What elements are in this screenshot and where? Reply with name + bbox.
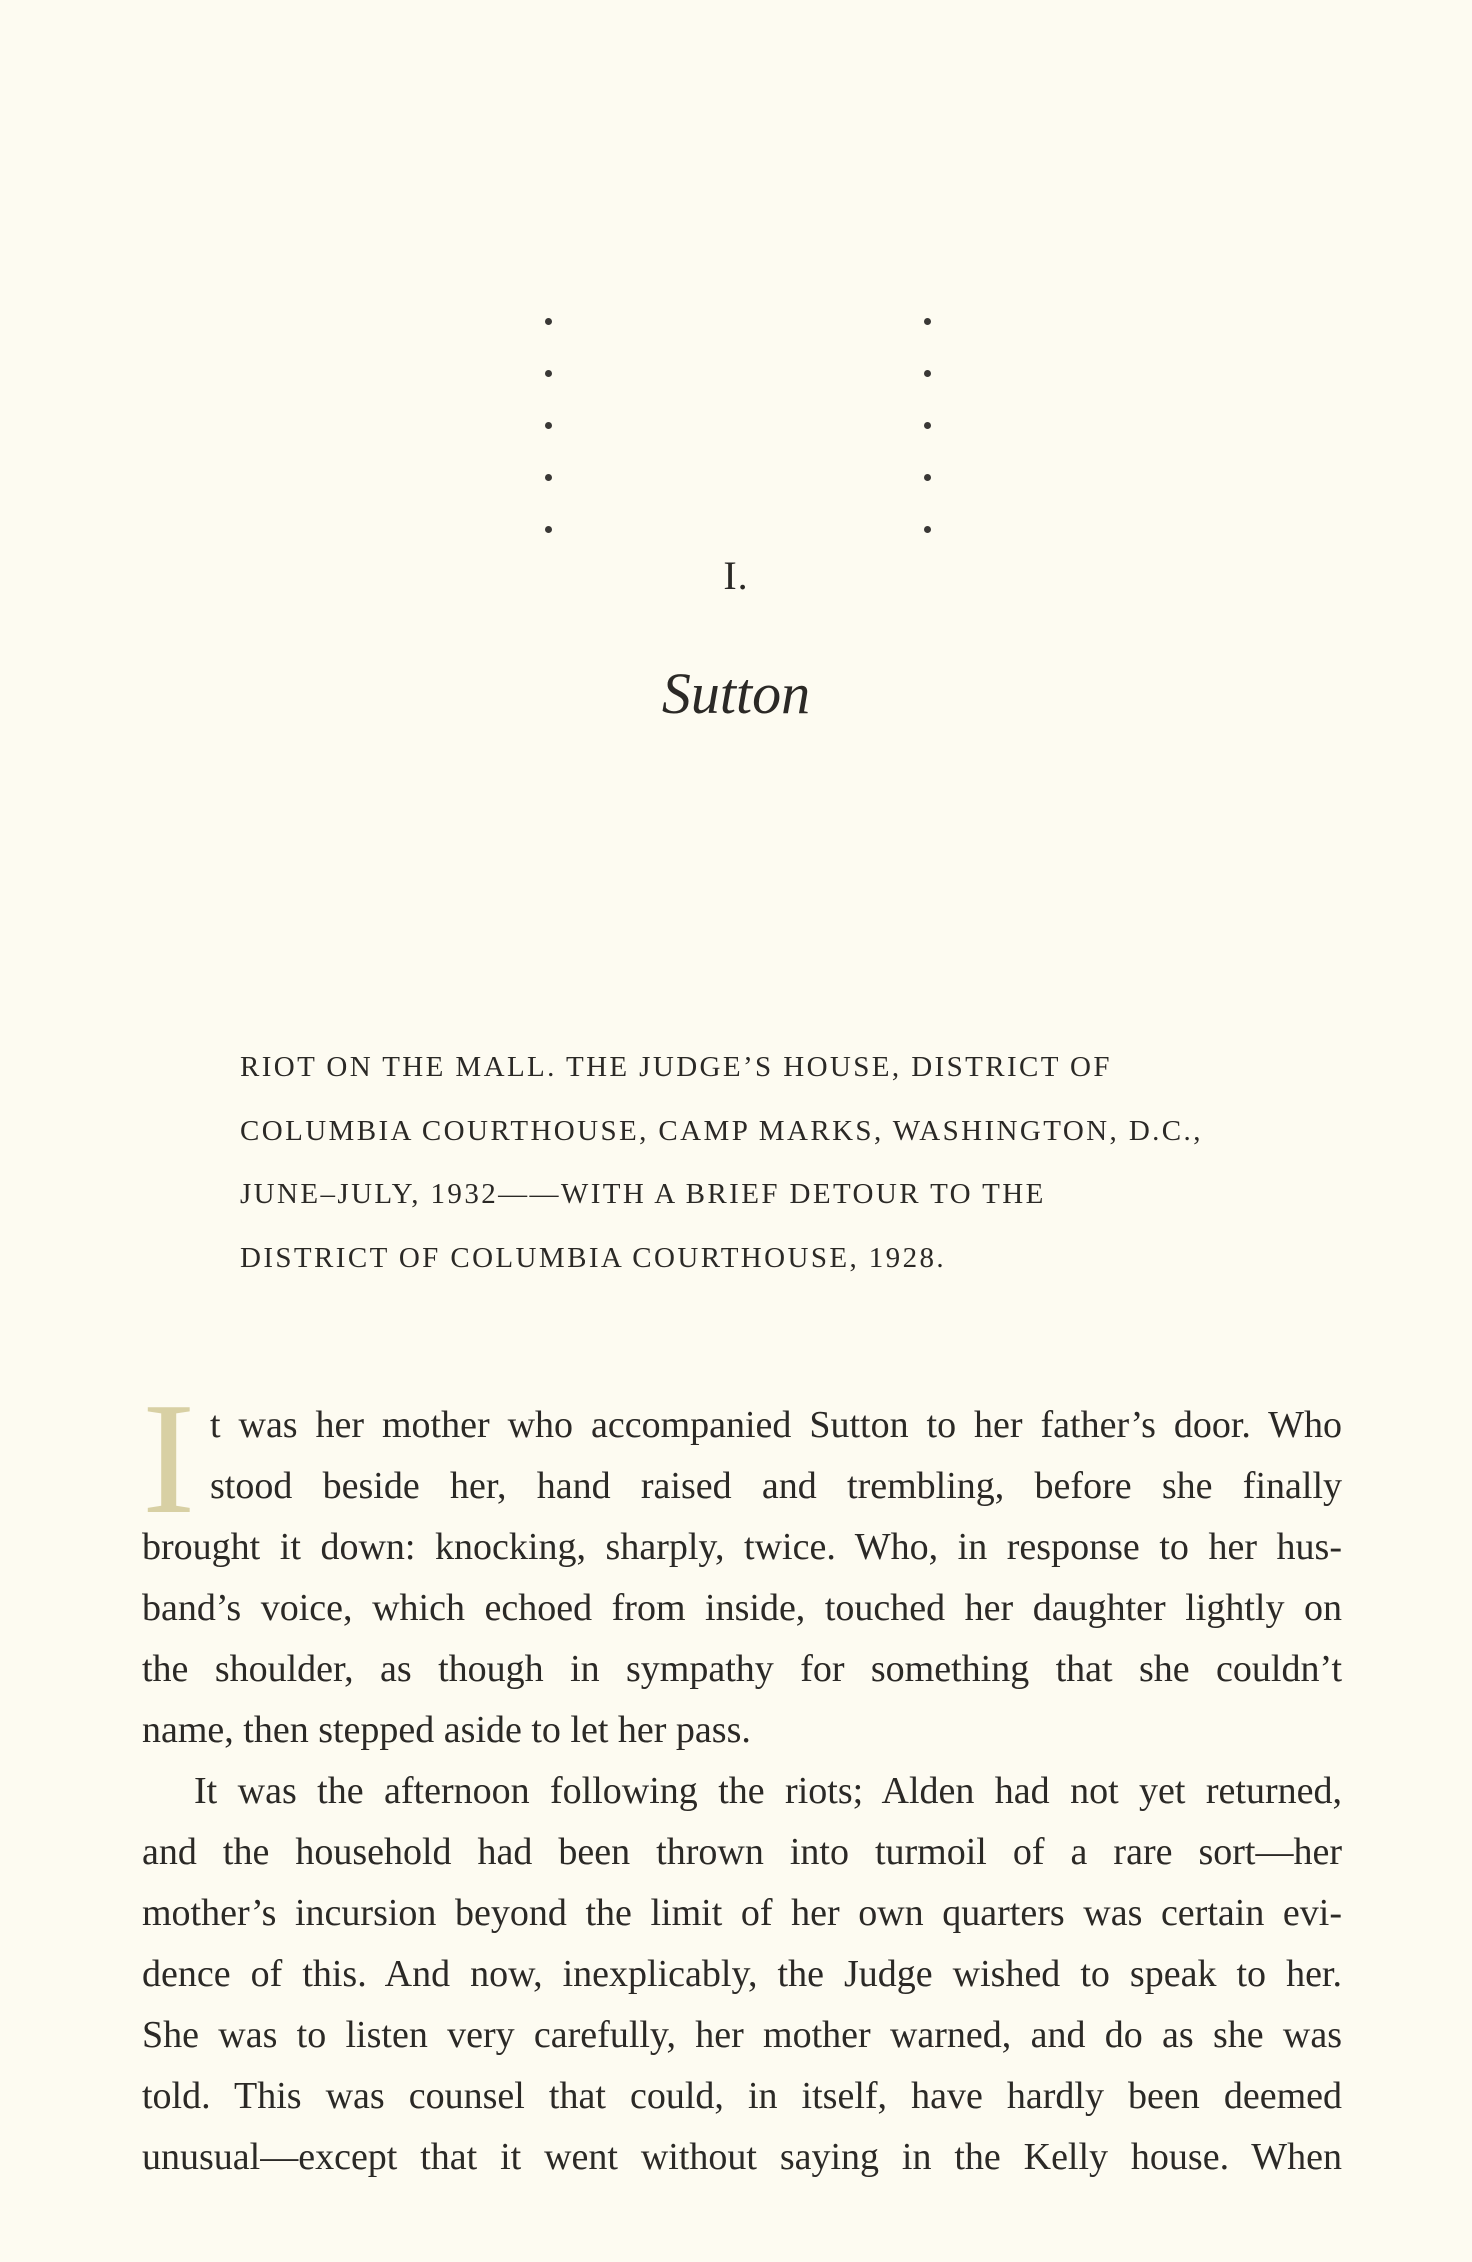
ornament-dots-left [545, 318, 555, 578]
text-line: the shoulder, as though in sympathy for something that she couldn’t [142, 1648, 1342, 1690]
text-line: brought it down: knocking, sharply, twice. Who, in response to her hus- [142, 1526, 1342, 1568]
body-text [142, 1395, 1342, 2188]
ornament-dot [924, 474, 931, 481]
text-line: dence of this. And now, inexplicably, the Judge wished to speak to her. [142, 1953, 1342, 1995]
summary-line: RIOT ON THE MALL. THE JUDGE’S HOUSE, DISTRICT OF [240, 1051, 1112, 1083]
ornament-dot [924, 370, 931, 377]
text-line: She was to listen very carefully, her mother warned, and do as she was [142, 2014, 1342, 2056]
text-line: and the household had been thrown into turmoil of a rare sort—her [142, 1831, 1342, 1873]
ornament-dot [924, 526, 931, 533]
ornament-dot [545, 422, 552, 429]
text-line: told. This was counsel that could, in itself, have hardly been deemed [142, 2075, 1342, 2117]
text-line: t was her mother who accompanied Sutton to her father’s door. Who [210, 1404, 1342, 1446]
drop-cap: I [142, 1369, 196, 1547]
ornament-dot [924, 422, 931, 429]
chapter-summary [240, 1036, 1340, 1290]
text-line: mother’s incursion beyond the limit of her own quarters was certain evi- [142, 1892, 1342, 1934]
paragraph-1 [142, 1395, 1342, 1761]
ornament-dot [545, 526, 552, 533]
ornament-dot [545, 474, 552, 481]
text-line: unusual—except that it went without saying in the Kelly house. When [142, 2136, 1342, 2178]
ornament-dot [545, 318, 552, 325]
text-line: name, then stepped aside to let her pass. [142, 1709, 751, 1751]
text-line: band’s voice, which echoed from inside, touched her daughter lightly on [142, 1587, 1342, 1629]
paragraph-2 [142, 1761, 1342, 2188]
chapter-title: Sutton [661, 661, 811, 726]
ornament-dot [545, 370, 552, 377]
ornament-dot [924, 318, 931, 325]
summary-line: DISTRICT OF COLUMBIA COURTHOUSE, 1928. [240, 1241, 947, 1274]
text-line: It was the afternoon following the riots; Alden had not yet returned, [194, 1770, 1342, 1812]
summary-line: JUNE–JULY, 1932——WITH A BRIEF DETOUR TO THE [240, 1178, 1046, 1210]
summary-line: COLUMBIA COURTHOUSE, CAMP MARKS, WASHINGTON, D.C., [240, 1114, 1203, 1147]
chapter-number: I. [723, 553, 749, 598]
text-line: stood beside her, hand raised and trembling, before she finally [210, 1465, 1342, 1507]
ornament-dots-right [924, 318, 934, 578]
